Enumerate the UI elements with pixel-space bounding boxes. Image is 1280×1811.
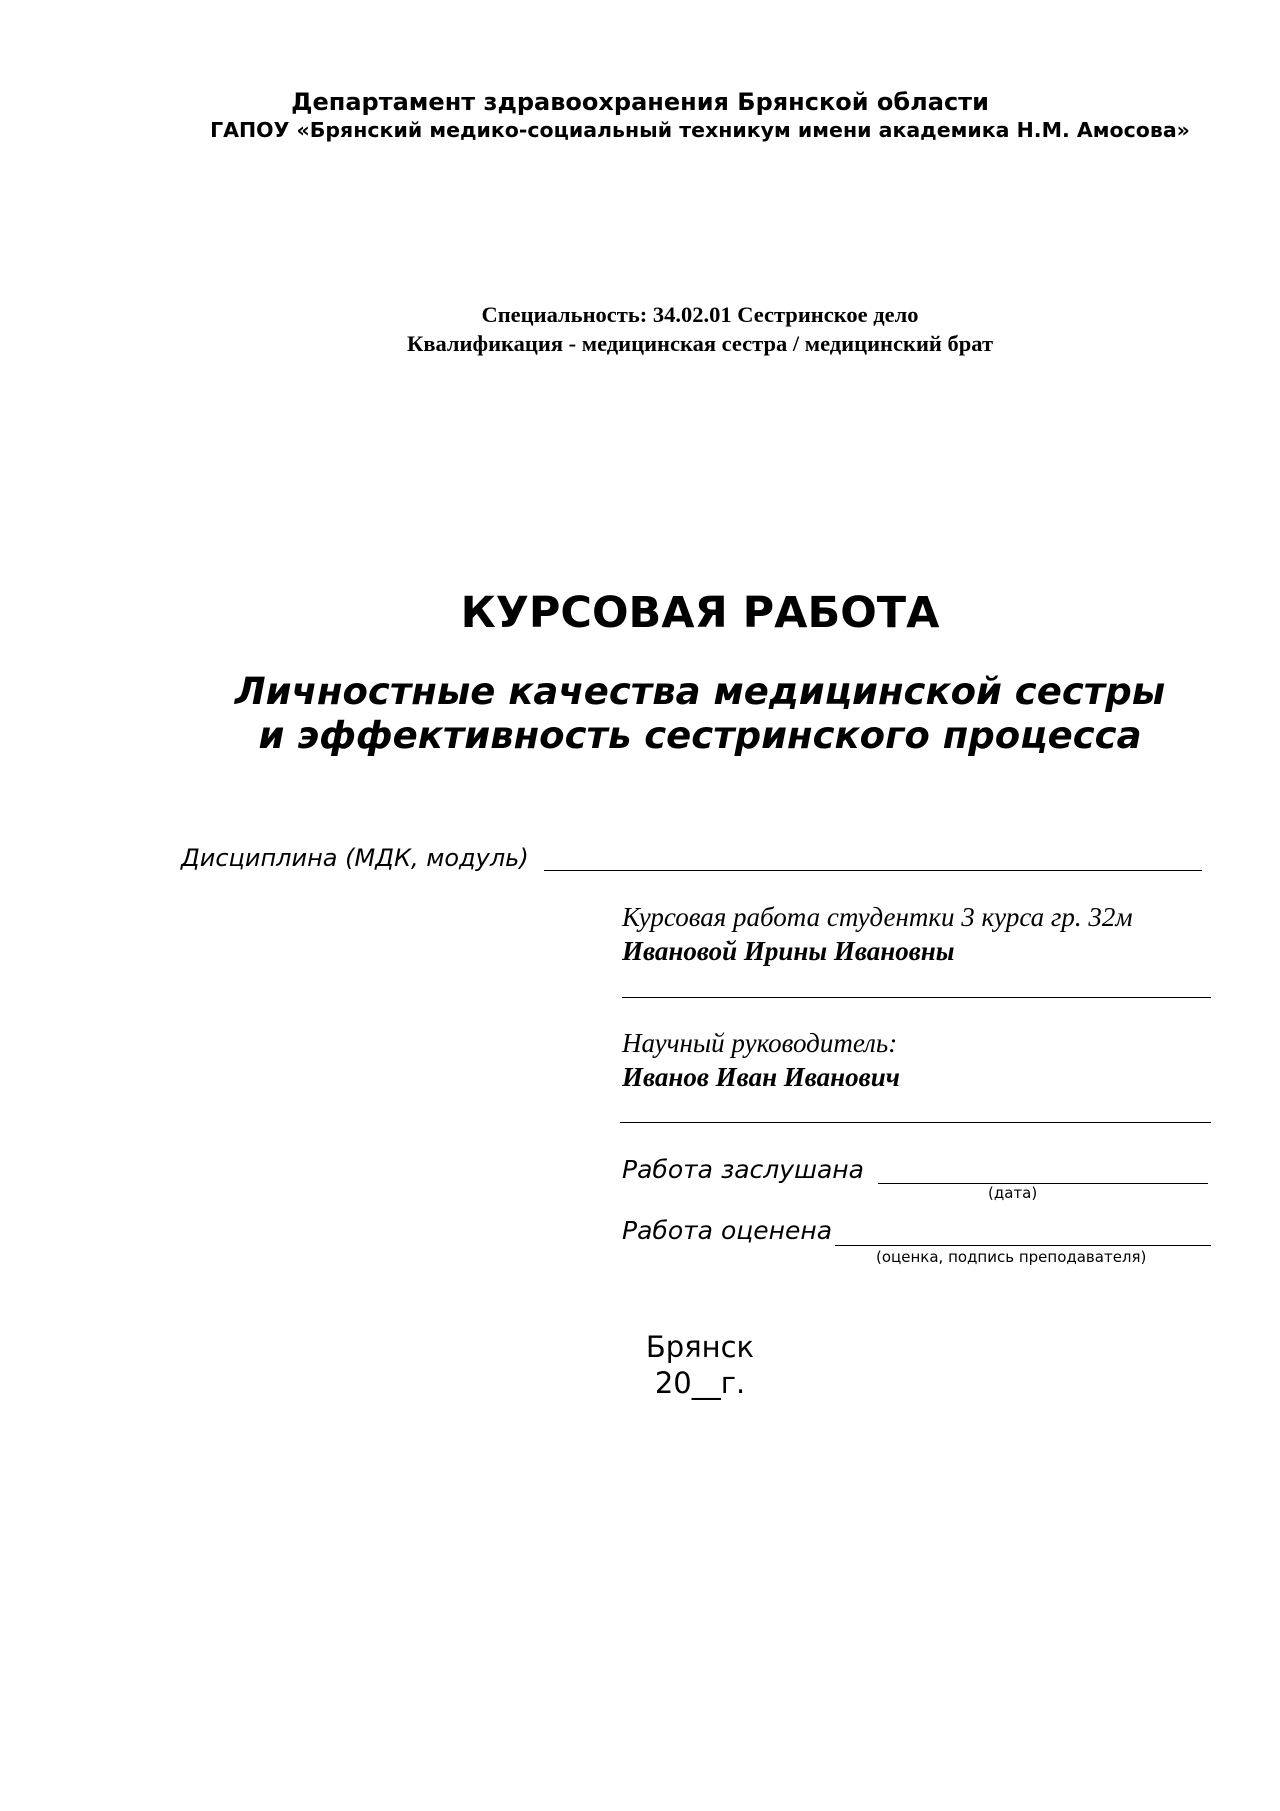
heard-date-line xyxy=(878,1183,1208,1184)
heard-date-caption: (дата) xyxy=(988,1184,1038,1202)
graded-caption: (оценка, подпись преподавателя) xyxy=(876,1248,1147,1266)
topic-line-1: Личностные качества медицинской сестры xyxy=(234,670,1166,713)
discipline-label: Дисциплина (МДК, модуль) xyxy=(181,844,529,872)
student-name: Ивановой Ирины Ивановны xyxy=(622,936,955,966)
graded-grade-line xyxy=(835,1245,1211,1246)
supervisor-name: Иванов Иван Иванович xyxy=(622,1062,900,1092)
topic-line-2: и эффективность сестринского процесса xyxy=(258,714,1142,757)
city: Брянск xyxy=(645,1330,755,1364)
institution-name: ГАПОУ «Брянский медико-социальный техникум имени академика Н.М. Амосова» xyxy=(210,118,1190,142)
heard-label: Работа заслушана xyxy=(622,1155,864,1184)
student-signature-line xyxy=(622,997,1211,998)
document-title: КУРСОВАЯ РАБОТА xyxy=(460,588,940,638)
discipline-blank-line xyxy=(544,870,1202,871)
student-intro: Курсовая работа студентки 3 курса гр. 32м xyxy=(622,902,1133,932)
department-name: Департамент здравоохранения Брянской области xyxy=(291,88,989,116)
specialty-line: Специальность: 34.02.01 Сестринское дело xyxy=(481,302,919,327)
qualification-line: Квалификация - медицинская сестра / медицинский брат xyxy=(407,331,993,356)
graded-label: Работа оценена xyxy=(622,1216,833,1245)
supervisor-signature-line xyxy=(620,1122,1211,1123)
year: 20__г. xyxy=(654,1366,746,1400)
supervisor-label: Научный руководитель: xyxy=(622,1028,898,1058)
